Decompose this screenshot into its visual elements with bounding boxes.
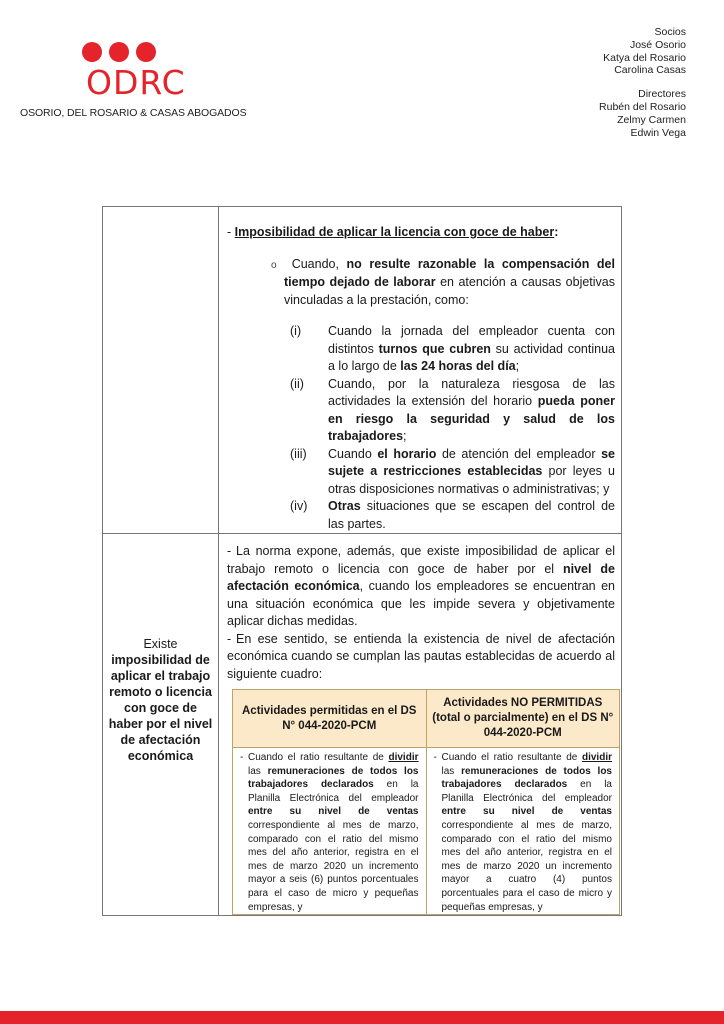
col-header-not-permitted: Actividades NO PERMITIDAS (total o parcialmente) en el DS N° 044-2020-PCM bbox=[426, 690, 620, 748]
list-item: (i) Cuando la jornada del empleador cuenta con distintos turnos que cubren su actividad continua a lo largo de las 24 horas del día; bbox=[290, 324, 615, 373]
row2-content-cell bbox=[219, 534, 622, 916]
director-name: Zelmy Carmen bbox=[617, 113, 686, 126]
logo-dot bbox=[136, 42, 156, 62]
col-header-permitted: Actividades permitidas en el DS N° 044-2020-PCM bbox=[233, 690, 427, 748]
criteria-cell-permitted: - Cuando el ratio resultante de dividir las remuneraciones de todos los trabajadores declarados en la Planilla Electrónica del empleador entre su nivel de ventas correspondiente al mes de marzo, comparado con el ratio del mismo mes del año anterior, registra en el mes de marzo 2020 un incremento mayor a seis (6) puntos porcentuales para el caso de micro y pequeñas empresas, y bbox=[233, 748, 427, 915]
logo-dot bbox=[109, 42, 129, 62]
paragraph: - En ese sentido, se entienda la existencia de nivel de afectación económica cuando se cumplan las pautas establecidas de acuerdo al siguiente cuadro: bbox=[227, 631, 615, 681]
content-table bbox=[102, 206, 622, 916]
partners-list bbox=[599, 26, 686, 139]
footer-bar bbox=[0, 1011, 724, 1024]
row2-label-cell bbox=[103, 534, 219, 916]
logo-dot bbox=[82, 42, 102, 62]
table-row bbox=[103, 534, 622, 916]
socio-name: José Osorio bbox=[629, 38, 686, 51]
bullet-icon: o bbox=[271, 259, 277, 271]
directores-title: Directores bbox=[638, 88, 686, 101]
director-name: Edwin Vega bbox=[630, 126, 686, 139]
criteria-row bbox=[233, 748, 620, 915]
condition-paragraph: o Cuando, no resulte razonable la compensación del tiempo dejado de laborar en atención a causas objetivas vinculadas a la prestación, como: bbox=[271, 256, 616, 307]
row1-content-cell bbox=[219, 207, 622, 534]
firm-logo bbox=[20, 42, 247, 119]
section-heading: - Imposibilidad de aplicar la licencia con goce de haber: bbox=[227, 225, 559, 239]
criteria-cell-not-permitted: - Cuando el ratio resultante de dividir las remuneraciones de todos los trabajadores declarados en la Planilla Electrónica del empleador entre su nivel de ventas correspondiente al mes de marzo, comparado con el ratio del mismo mes del año anterior, registra en el mes de marzo 2020 un incremento mayor a cuatro (4) puntos porcentuales para el caso de micro y pequeñas empresas, y bbox=[426, 748, 620, 915]
socio-name: Carolina Casas bbox=[614, 64, 686, 77]
table-row bbox=[103, 207, 622, 534]
numbered-list bbox=[290, 323, 615, 533]
socios-title: Socios bbox=[654, 26, 686, 38]
row2-label: Existe imposibilidad de aplicar el trabajo remoto o licencia con goce de haber por el nivel de afectación económica bbox=[108, 637, 213, 763]
director-name: Rubén del Rosario bbox=[599, 100, 686, 113]
list-item: (ii) Cuando, por la naturaleza riesgosa de las actividades la extensión del horario pueda poner en riesgo la seguridad y salud de los trabajadores; bbox=[290, 376, 615, 443]
list-item: (iii) Cuando el horario de atención del empleador se sujete a restricciones establecidas por leyes u otras disposiciones normativas o administrativas; y bbox=[290, 446, 615, 496]
firm-name: OSORIO, DEL ROSARIO & CASAS ABOGADOS bbox=[20, 107, 247, 119]
socio-name: Katya del Rosario bbox=[603, 51, 686, 64]
list-item: (iv) Otras situaciones que se escapen del control de las partes. bbox=[290, 499, 615, 531]
criteria-table bbox=[232, 689, 620, 915]
paragraph: - La norma expone, además, que existe imposibilidad de aplicar el trabajo remoto o licencia con goce de haber por el nivel de afectación económica, cuando los empleadores se encuentran en una situación económica que les impide severa y objetivamente aplicar dichas medidas. bbox=[227, 544, 616, 628]
brand-name: ODRC bbox=[86, 63, 186, 102]
logo-dots bbox=[82, 42, 246, 62]
row1-label-cell bbox=[103, 207, 219, 534]
criteria-header-row bbox=[233, 690, 620, 748]
